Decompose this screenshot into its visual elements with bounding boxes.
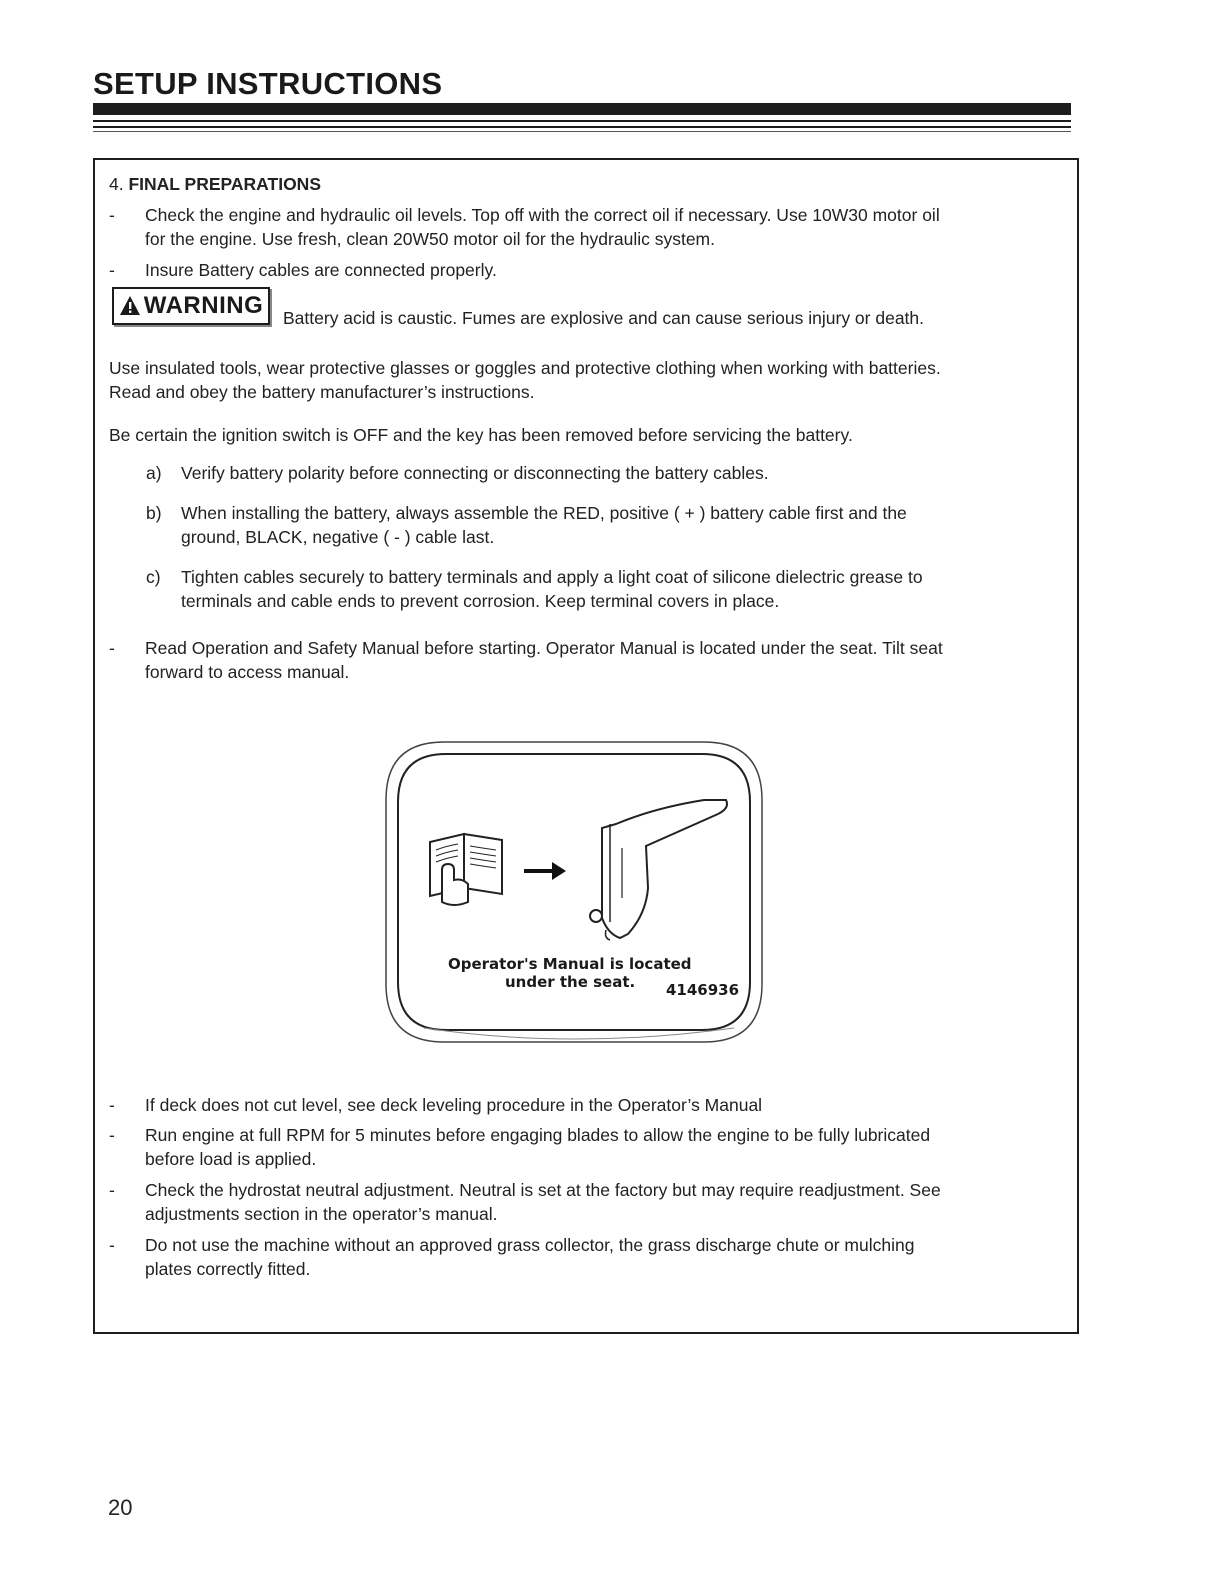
step-text-line: ground, BLACK, negative ( - ) cable last. — [181, 527, 495, 547]
paragraph — [109, 356, 1069, 404]
arrow-right-icon — [524, 862, 566, 880]
decal-caption-line: Operator's Manual is located — [448, 955, 692, 973]
page-number: 20 — [108, 1495, 133, 1520]
paragraph-line: Use insulated tools, wear protective glasses or goggles and protective clothing when working with batteries. — [109, 358, 941, 378]
bullet-dash: - — [109, 1235, 115, 1255]
bullet-text-line: forward to access manual. — [145, 662, 350, 682]
header-rule-thin — [93, 126, 1071, 128]
step-text-line: terminals and cable ends to prevent corrosion. Keep terminal covers in place. — [181, 591, 780, 611]
bullet-text-line: Run engine at full RPM for 5 minutes before engaging blades to allow the engine to be fully lubricated — [145, 1125, 931, 1145]
paragraph-line: Be certain the ignition switch is OFF and the key has been removed before servicing the battery. — [109, 425, 853, 445]
bullet-text-line: plates correctly fitted. — [145, 1259, 311, 1279]
bullet-text-line: before load is applied. — [145, 1149, 317, 1169]
warning-triangle-icon — [119, 295, 141, 317]
paragraph-line: Read and obey the battery manufacturer’s instructions. — [109, 382, 535, 402]
warning-text: Battery acid is caustic. Fumes are explosive and can cause serious injury or death. — [283, 308, 925, 328]
bullet-text-line: If deck does not cut level, see deck leveling procedure in the Operator’s Manual — [145, 1095, 763, 1115]
operator-manual-decal — [384, 738, 764, 1046]
warning-badge — [112, 287, 270, 325]
bullet-text-line: Check the hydrostat neutral adjustment. Neutral is set at the factory but may require readjustment. See — [145, 1180, 941, 1200]
decal-part-number: 4146936 — [666, 981, 740, 999]
step-letter: c) — [146, 567, 161, 587]
page-title: SETUP INSTRUCTIONS — [93, 66, 443, 101]
bullet-dash: - — [109, 205, 115, 225]
bullet-dash: - — [109, 260, 115, 280]
section-title: FINAL PREPARATIONS — [128, 174, 321, 194]
tilted-seat-icon — [590, 800, 727, 940]
header-rule-thin — [93, 120, 1071, 122]
step-text-line: When installing the battery, always assemble the RED, positive ( + ) battery cable first and the — [181, 503, 907, 523]
bullet-text-line: for the engine. Use fresh, clean 20W50 motor oil for the hydraulic system. — [145, 229, 715, 249]
bullet-dash: - — [109, 1125, 115, 1145]
bullet-text-line: Read Operation and Safety Manual before starting. Operator Manual is located under the seat. Tilt seat — [145, 638, 943, 658]
bullet-dash: - — [109, 638, 115, 658]
section-number: 4. — [109, 174, 124, 194]
paragraph — [109, 423, 1069, 447]
bullet-text-line: Insure Battery cables are connected properly. — [145, 260, 497, 280]
bullet-text-line: Do not use the machine without an approved grass collector, the grass discharge chute or mulching — [145, 1235, 915, 1255]
bullet-text-line: adjustments section in the operator’s manual. — [145, 1204, 498, 1224]
step-letter: a) — [146, 463, 162, 483]
header-rule-thin — [93, 131, 1071, 132]
warning-label: WARNING — [143, 292, 264, 319]
section-heading — [109, 172, 321, 196]
step-letter: b) — [146, 503, 162, 523]
step-text-line: Verify battery polarity before connecting or disconnecting the battery cables. — [181, 463, 769, 483]
decal-caption-line: under the seat. — [505, 973, 636, 991]
bullet-text-line: Check the engine and hydraulic oil levels. Top off with the correct oil if necessary. Use 10W30 motor oil — [145, 205, 940, 225]
manual-book-icon — [430, 834, 502, 905]
step-text-line: Tighten cables securely to battery terminals and apply a light coat of silicone dielectric grease to — [181, 567, 923, 587]
bullet-dash: - — [109, 1095, 115, 1115]
header-rule-thick — [93, 103, 1071, 115]
bullet-dash: - — [109, 1180, 115, 1200]
